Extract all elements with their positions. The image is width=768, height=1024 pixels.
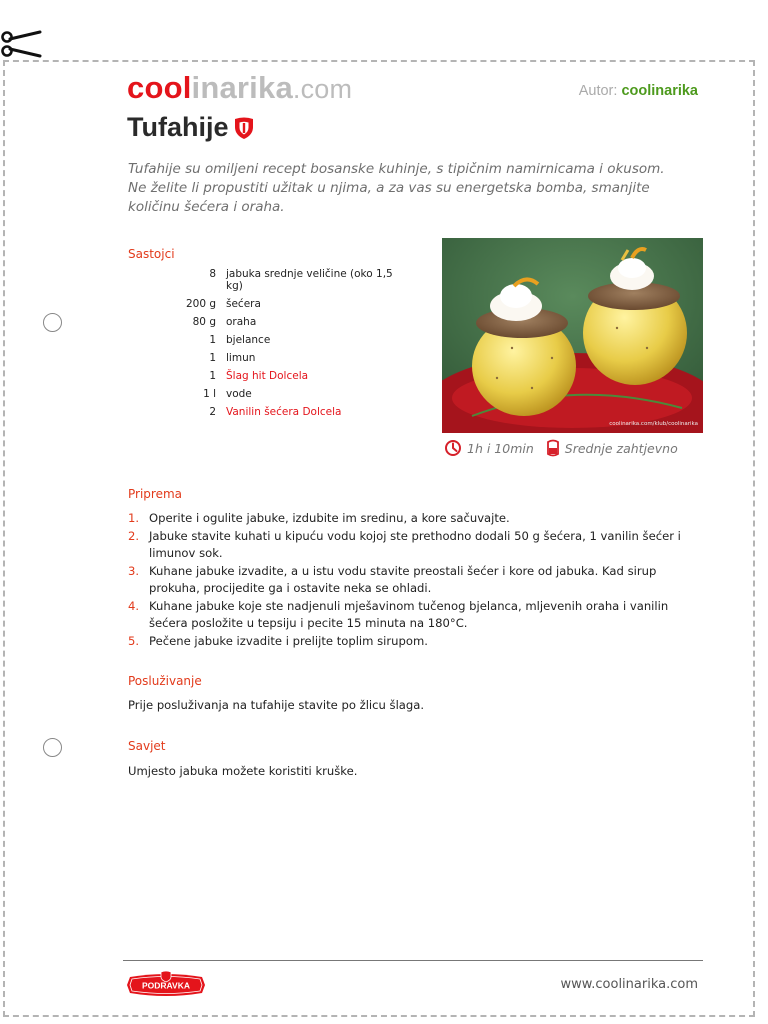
ingredient-row: [150, 334, 420, 346]
step-number: 1.: [128, 511, 140, 525]
tip-text: Umjesto jabuka možete koristiti kruške.: [128, 764, 358, 778]
logo-part-inarika: inarika: [191, 70, 293, 105]
step-text: Jabuke stavite kuhati u kipuću vodu kojoj ste prethodno dodali 50 g šećera, 1 vanilin šećer i limunov sok.: [149, 528, 681, 560]
ingredient-amount: 2: [209, 406, 216, 418]
step: [128, 633, 708, 651]
ingredient-amount: 1: [209, 352, 216, 364]
website-link[interactable]: www.coolinarika.com: [560, 977, 698, 992]
punch-hole-bottom: [43, 738, 62, 757]
ingredient-name: bjelance: [226, 334, 271, 346]
author: [579, 83, 698, 99]
photo-watermark: coolinarika.com/klub/coolinarika: [609, 421, 698, 427]
step-number: 3.: [128, 563, 140, 578]
ingredient-name: oraha: [226, 316, 257, 328]
ingredient-name: vode: [226, 388, 252, 400]
ingredient-row: [150, 268, 420, 292]
author-label: Autor:: [578, 83, 618, 99]
ingredient-name: jabuka srednje veličine (oko 1,5 kg): [226, 268, 393, 292]
clock-icon: [444, 439, 462, 457]
ingredient-amount: 1: [209, 334, 216, 346]
prep-time: [444, 439, 534, 457]
step-number: 2.: [128, 528, 140, 543]
ingredient-row: [150, 316, 420, 328]
serving-text: Prije posluživanja na tufahije stavite po žlicu šlaga.: [128, 698, 425, 712]
prep-time-value: 1h i 10min: [467, 440, 534, 456]
step-text: Pečene jabuke izvadite i prelijte toplim sirupom.: [149, 633, 428, 648]
serving-heading: Posluživanje: [128, 674, 202, 688]
ingredient-link[interactable]: Vanilin šećera Dolcela: [226, 406, 342, 418]
preparation-heading: Priprema: [128, 487, 183, 501]
preparation-steps: [128, 510, 708, 650]
logo-part-com: .com: [292, 74, 353, 104]
ingredient-amount: 8: [209, 268, 216, 280]
step: [128, 528, 708, 563]
ingredient-name: šećera: [226, 298, 261, 310]
step-text: Operite i ogulite jabuke, izdubite im sredinu, a kore sačuvajte.: [149, 511, 510, 525]
step-text: Kuhane jabuke koje ste nadjenuli mješavinom tučenog bjelanca, mljevenih oraha i vanilin šećera posložite u tepsiju i pecite 15 minuta na 180°C.: [149, 598, 669, 630]
podravka-logo[interactable]: [124, 969, 208, 1001]
author-name[interactable]: coolinarika: [621, 83, 698, 99]
step-number: 4.: [128, 598, 140, 613]
ingredient-name: limun: [226, 352, 256, 364]
ingredient-row: [150, 406, 420, 418]
ingredients-heading: Sastojci: [128, 247, 175, 261]
step: [128, 598, 708, 633]
logo-part-cool: cool: [127, 70, 192, 105]
ingredients-list: [150, 268, 420, 424]
podravka-shield-icon: [233, 116, 255, 140]
scissors-icon: [0, 22, 44, 66]
difficulty-value: Srednje zahtjevno: [564, 440, 678, 456]
ingredient-link[interactable]: Šlag hit Dolcela: [226, 370, 309, 382]
ingredient-row: [150, 352, 420, 364]
recipe-intro: Tufahije su omiljeni recept bosanske kuhinje, s tipičnim namirnicama i okusom. Ne želite li propustiti užitak u njima, a za vas su energetska bomba, smanjite količinu šećera i oraha.: [128, 161, 665, 215]
ingredient-row: [150, 388, 420, 400]
ingredient-row: [150, 298, 420, 310]
ingredient-amount: 1 l: [203, 388, 216, 400]
ingredient-amount: 200 g: [185, 298, 216, 310]
step-number: 5.: [128, 633, 140, 648]
step-text: Kuhane jabuke izvadite, a u istu vodu stavite preostali šećer i kore od jabuka. Kad sirup prokuha, procijedite ga i ostavite neka se ohladi.: [149, 563, 657, 595]
chef-hat-icon: [546, 439, 560, 457]
ingredient-amount: 1: [209, 370, 216, 382]
footer-divider: [123, 960, 703, 961]
podravka-text: PODRAVKA: [141, 980, 191, 991]
coolinarika-logo[interactable]: [127, 70, 352, 107]
step: [128, 563, 708, 598]
ingredient-row: [150, 370, 420, 382]
difficulty: [546, 439, 678, 457]
punch-hole-top: [43, 313, 62, 332]
step: [128, 510, 708, 528]
recipe-photo: [442, 238, 703, 433]
recipe-meta: [444, 439, 690, 457]
tip-heading: Savjet: [128, 739, 166, 753]
recipe-title-row: [127, 112, 255, 143]
recipe-title: Tufahije: [127, 112, 229, 142]
ingredient-amount: 80 g: [192, 316, 216, 328]
